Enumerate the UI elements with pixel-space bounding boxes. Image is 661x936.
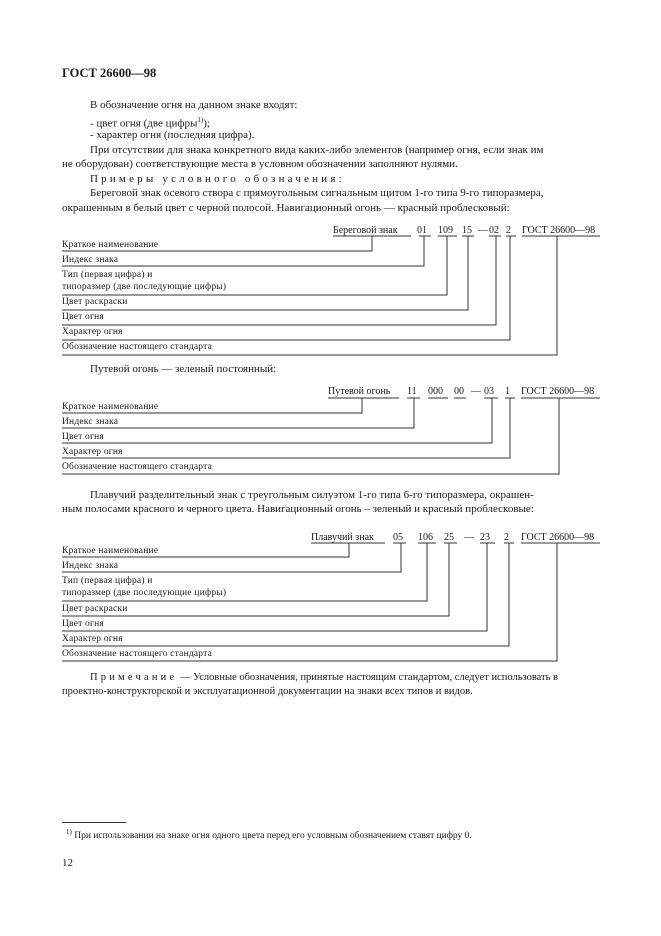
ex1-code-dash: — — [478, 225, 488, 236]
intro-line-4: При отсутствии для знака конкретного вида каких-либо элементов (например огня, если знак им — [90, 144, 544, 156]
ex2-code-name: Путевой огонь — [328, 386, 391, 397]
ex3-label-type-2: типоразмер (две последующие цифры) — [62, 588, 227, 598]
ex2-code-standard: ГОСТ 26600—98 — [521, 386, 595, 397]
ex1-code-light-char: 2 — [506, 225, 511, 236]
footnote: $^{1)}$ При использовании на знаке огня одного цвета перед его условным обозначением ставят цифру 0. — [66, 828, 472, 842]
ex2-label-index: Индекс знака — [62, 417, 119, 427]
ex2-code-dash: — — [471, 386, 481, 397]
note-line-1: Примечание — Условные обозначения, принятые настоящим стандартом, следует использовать в — [90, 672, 559, 683]
ex1-code-light-color: 02 — [489, 225, 499, 236]
ex2-code-paint: 00 — [454, 386, 464, 397]
ex1-code-type: 109 — [438, 225, 453, 236]
ex1-label-type-2: типоразмер (две последующие цифры) — [62, 282, 227, 292]
ex2-label-light-char: Характер огня — [62, 447, 123, 457]
ex3-code-light-color: 23 — [480, 532, 490, 543]
ex3-label-type-1: Тип (первая цифра) и — [62, 576, 153, 586]
footnote-ref: 1) — [197, 116, 204, 124]
ex3-code-light-char: 2 — [504, 532, 509, 543]
example1-desc-2: окрашенным в белый цвет с черной полосой. Навигационный огонь — красный проблесковый: — [62, 202, 510, 214]
ex2-label-standard: Обозначение настоящего стандарта — [62, 462, 213, 472]
ex1-label-paint: Цвет раскраски — [62, 297, 128, 307]
examples-heading: Примеры условного обозначения: — [90, 173, 345, 185]
example3-desc-1: Плавучий разделительный знак с треугольным силуэтом 1-го типа 6-го типоразмера, окрашен- — [90, 489, 534, 501]
ex1-label-type-1: Тип (первая цифра) и — [62, 270, 153, 280]
ex2-code-index: 11 — [407, 386, 417, 397]
ex2-code-type: 000 — [428, 386, 443, 397]
ex3-label-light-color: Цвет огня — [62, 619, 104, 629]
ex1-label-short-name: Краткое наименование — [62, 240, 159, 250]
ex3-label-short-name: Краткое наименование — [62, 546, 159, 556]
ex1-label-light-char: Характер огня — [62, 327, 123, 337]
ex3-code-standard: ГОСТ 26600—98 — [521, 532, 595, 543]
ex3-code-name: Плавучий знак — [311, 532, 374, 543]
ex1-label-light-color: Цвет огня — [62, 312, 104, 322]
intro-line-2: - цвет огня (две цифры$^{1)}$); — [90, 116, 210, 130]
ex3-label-paint: Цвет раскраски — [62, 604, 128, 614]
page-number: 12 — [62, 857, 73, 869]
ex1-code-index: 01 — [417, 225, 427, 236]
ex3-label-index: Индекс знака — [62, 561, 119, 571]
ex1-code-standard: ГОСТ 26600—98 — [522, 225, 596, 236]
intro-line-5: не оборудован) соответствующие места в условном обозначении заполняют нулями. — [62, 158, 458, 170]
example3-desc-2: ным полосами красного и черного цвета. Навигационный огонь – зеленый и красный проблесковые: — [62, 503, 534, 515]
ex2-label-light-color: Цвет огня — [62, 432, 104, 442]
example1-desc-1: Береговой знак осевого створа с прямоугольным сигнальным щитом 1-го типа 9-го типоразмера, — [90, 187, 544, 199]
ex3-code-dash: — — [464, 532, 474, 543]
ex1-code-name: Береговой знак — [333, 225, 398, 236]
ex2-code-light-char: 1 — [505, 386, 510, 397]
ex2-code-light-color: 03 — [484, 386, 494, 397]
note-line-2: проектно-конструкторской и эксплуатационной документации на знаки всех типов и видов. — [62, 686, 473, 697]
ex3-code-type: 106 — [418, 532, 433, 543]
footnote-separator — [62, 822, 126, 823]
intro-line-1: В обозначение огня на данном знаке входят: — [90, 99, 298, 111]
ex1-label-index: Индекс знака — [62, 255, 119, 265]
example2-desc-1: Путевой огонь — зеленый постоянный: — [90, 363, 277, 375]
doc-header: ГОСТ 26600—98 — [62, 66, 157, 80]
intro-line-3: - характер огня (последняя цифра). — [90, 129, 255, 141]
ex3-label-standard: Обозначение настоящего стандарта — [62, 649, 213, 659]
ex1-label-standard: Обозначение настоящего стандарта — [62, 342, 213, 352]
ex3-label-light-char: Характер огня — [62, 634, 123, 644]
ex1-code-paint: 15 — [462, 225, 472, 236]
ex3-code-index: 05 — [393, 532, 403, 543]
ex3-code-paint: 25 — [444, 532, 454, 543]
ex2-label-short-name: Краткое наименование — [62, 402, 159, 412]
